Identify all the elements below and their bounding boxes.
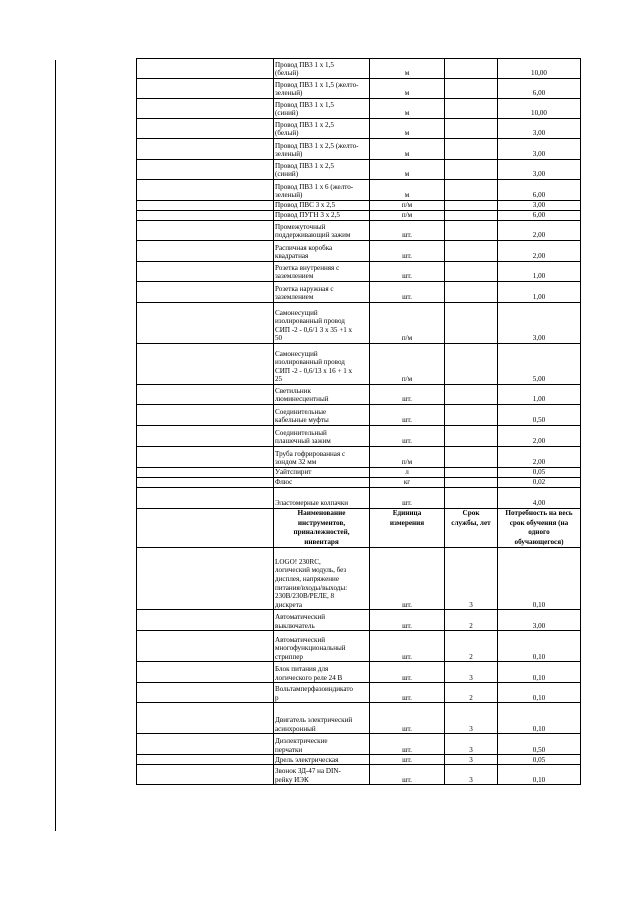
item-unit: п/м (370, 344, 445, 385)
item-unit: шт. (370, 221, 445, 241)
blank-cell (137, 548, 274, 610)
item-name: Диэлектрические перчатки (274, 734, 370, 755)
table-header-row (137, 509, 581, 548)
table-row (137, 478, 581, 488)
item-quantity: 1,00 (498, 385, 581, 405)
item-service-years: 3 (445, 662, 498, 683)
tools-section (137, 548, 581, 785)
table-row (137, 241, 581, 262)
table-row (137, 734, 581, 755)
item-name: Светильник люминесцентный (274, 385, 370, 405)
materials-section (137, 59, 581, 509)
item-name: Труба гофрированная с зондом 32 мм (274, 447, 370, 468)
item-service-years (445, 211, 498, 221)
item-service-years (445, 180, 498, 201)
table-row (137, 447, 581, 468)
item-quantity: 2,00 (498, 241, 581, 262)
header-name: Наименование инструментов, приналежностей, инвентаря (274, 509, 370, 548)
item-unit: шт. (370, 282, 445, 303)
item-unit: м (370, 119, 445, 139)
blank-cell (137, 734, 274, 755)
item-unit: шт. (370, 765, 445, 785)
item-unit: шт. (370, 610, 445, 631)
blank-cell (137, 344, 274, 385)
table-row (137, 59, 581, 79)
blank-cell (137, 631, 274, 662)
blank-cell (137, 241, 274, 262)
item-unit: л (370, 468, 445, 478)
item-quantity: 3,00 (498, 119, 581, 139)
item-unit: шт. (370, 385, 445, 405)
item-name: Звонок ЗД-47 на DIN- рейку ИЭК (274, 765, 370, 785)
table-row (137, 160, 581, 180)
blank-cell (137, 59, 274, 79)
item-service-years (445, 303, 498, 344)
item-service-years (445, 119, 498, 139)
item-name: Розетка внутренняя с заземлением (274, 262, 370, 282)
table-row (137, 79, 581, 99)
table-row (137, 262, 581, 282)
item-service-years (445, 221, 498, 241)
item-name: Эластомерные колпачки (274, 488, 370, 509)
blank-cell (137, 405, 274, 426)
item-unit: шт. (370, 426, 445, 447)
item-name: Дрель электрическая (274, 755, 370, 765)
item-unit: п/м (370, 303, 445, 344)
blank-cell (137, 201, 274, 211)
blank-cell (137, 683, 274, 703)
item-quantity: 3,00 (498, 303, 581, 344)
item-unit: шт. (370, 405, 445, 426)
item-name: Провод ПВ3 1 х 2,5 (желто- зеленый) (274, 139, 370, 160)
blank-cell (137, 139, 274, 160)
item-unit: м (370, 180, 445, 201)
requirements-table (136, 58, 581, 785)
item-quantity: 6,00 (498, 211, 581, 221)
item-unit: м (370, 139, 445, 160)
item-quantity: 0,10 (498, 703, 581, 734)
item-quantity: 0,05 (498, 755, 581, 765)
item-name: Провод ПВ3 1 х 2,5 (белый) (274, 119, 370, 139)
blank-cell (137, 765, 274, 785)
table-row (137, 211, 581, 221)
blank-cell (137, 703, 274, 734)
table-row (137, 180, 581, 201)
item-unit: м (370, 99, 445, 119)
item-quantity: 5,00 (498, 344, 581, 385)
header-unit: Единица измерения (370, 509, 445, 548)
item-service-years: 2 (445, 610, 498, 631)
blank-cell (137, 468, 274, 478)
item-service-years (445, 447, 498, 468)
item-unit: шт. (370, 548, 445, 610)
item-quantity: 0,02 (498, 478, 581, 488)
item-service-years: 2 (445, 631, 498, 662)
item-name: Вольтамперфазоиндикато р (274, 683, 370, 703)
item-quantity: 3,00 (498, 201, 581, 211)
item-service-years (445, 201, 498, 211)
item-service-years (445, 59, 498, 79)
table-row (137, 548, 581, 610)
item-service-years: 3 (445, 734, 498, 755)
item-service-years (445, 160, 498, 180)
item-name: Самонесущий изолированный провод СИП -2 - 0,6/13 х 16 + 1 х 25 (274, 344, 370, 385)
item-service-years (445, 282, 498, 303)
blank-cell (137, 119, 274, 139)
item-quantity: 3,00 (498, 139, 581, 160)
blank-cell (137, 211, 274, 221)
table-row (137, 468, 581, 478)
item-unit: шт. (370, 703, 445, 734)
header-qty: Потребность на весь срок обучения (на одного обучающегося) (498, 509, 581, 548)
blank-cell (137, 662, 274, 683)
blank-cell (137, 488, 274, 509)
item-unit: п/м (370, 201, 445, 211)
item-name: Провод ПВС 3 х 2,5 (274, 201, 370, 211)
item-service-years (445, 426, 498, 447)
margin-rule (55, 60, 56, 831)
item-service-years (445, 344, 498, 385)
blank-cell (137, 79, 274, 99)
item-service-years (445, 478, 498, 488)
item-quantity: 0,50 (498, 405, 581, 426)
table-row (137, 662, 581, 683)
item-name: LOGO! 230RC, логический модуль, без дисплея, напряжение питания/входы/выходы: 230В/230В/РЕЛЕ, 8 дискрета (274, 548, 370, 610)
table-row (137, 303, 581, 344)
item-quantity: 0,10 (498, 765, 581, 785)
table-row (137, 344, 581, 385)
item-quantity: 2,00 (498, 447, 581, 468)
item-unit: м (370, 160, 445, 180)
item-service-years: 2 (445, 683, 498, 703)
item-quantity: 0,50 (498, 734, 581, 755)
item-name: Розетка наружная с заземлением (274, 282, 370, 303)
item-unit: шт. (370, 262, 445, 282)
header-blank-cell (137, 509, 274, 548)
blank-cell (137, 303, 274, 344)
blank-cell (137, 478, 274, 488)
item-quantity: 0,10 (498, 683, 581, 703)
blank-cell (137, 180, 274, 201)
item-quantity: 1,00 (498, 282, 581, 303)
item-unit: шт. (370, 755, 445, 765)
blank-cell (137, 447, 274, 468)
blank-cell (137, 221, 274, 241)
item-name: Блок питания для логического реле 24 В (274, 662, 370, 683)
item-service-years (445, 468, 498, 478)
blank-cell (137, 160, 274, 180)
item-service-years (445, 79, 498, 99)
table-row (137, 282, 581, 303)
item-quantity: 10,00 (498, 59, 581, 79)
table-row (137, 426, 581, 447)
item-service-years (445, 385, 498, 405)
table-row (137, 703, 581, 734)
item-service-years: 3 (445, 765, 498, 785)
blank-cell (137, 610, 274, 631)
item-unit: п/м (370, 211, 445, 221)
item-unit: шт. (370, 734, 445, 755)
item-service-years (445, 488, 498, 509)
table-row (137, 683, 581, 703)
item-unit: шт. (370, 241, 445, 262)
item-name: Соединительные кабельные муфты (274, 405, 370, 426)
item-service-years (445, 405, 498, 426)
item-unit: шт. (370, 683, 445, 703)
item-quantity: 0,10 (498, 631, 581, 662)
tools-header-section (137, 509, 581, 548)
blank-cell (137, 385, 274, 405)
item-unit: п/м (370, 447, 445, 468)
item-quantity: 4,00 (498, 488, 581, 509)
item-quantity: 1,00 (498, 262, 581, 282)
item-name: Провод ПВ3 1 х 1,5 (желто- зеленый) (274, 79, 370, 99)
item-quantity: 3,00 (498, 160, 581, 180)
table-row (137, 99, 581, 119)
header-years: Срок службы, лет (445, 509, 498, 548)
table-row (137, 139, 581, 160)
item-unit: м (370, 59, 445, 79)
item-name: Провод ПВ3 1 х 6 (желто- зеленый) (274, 180, 370, 201)
item-service-years: 3 (445, 755, 498, 765)
item-unit: м (370, 79, 445, 99)
item-name: Самонесущий изолированный провод СИП -2 - 0,6/1 3 х 35 +1 х 50 (274, 303, 370, 344)
table-row (137, 201, 581, 211)
table-row (137, 385, 581, 405)
item-unit: шт. (370, 488, 445, 509)
item-name: Распичная коробка квадратная (274, 241, 370, 262)
item-service-years: 3 (445, 703, 498, 734)
item-quantity: 2,00 (498, 426, 581, 447)
item-service-years (445, 139, 498, 160)
item-quantity: 10,00 (498, 99, 581, 119)
item-unit: шт. (370, 662, 445, 683)
item-name: Флюс (274, 478, 370, 488)
item-service-years (445, 262, 498, 282)
item-name: Соединительный плашечный зажим (274, 426, 370, 447)
item-quantity: 0,10 (498, 548, 581, 610)
table-row (137, 610, 581, 631)
item-unit: кг (370, 478, 445, 488)
item-name: Двигатель электрический асинхронный (274, 703, 370, 734)
blank-cell (137, 262, 274, 282)
item-quantity: 6,00 (498, 79, 581, 99)
item-name: Провод ПВ3 1 х 1,5 (синий) (274, 99, 370, 119)
item-name: Провод ПВ3 1 х 2,5 (синий) (274, 160, 370, 180)
item-name: Уайтспирит (274, 468, 370, 478)
item-name: Автоматический многофункциональный стриппер (274, 631, 370, 662)
item-unit: шт. (370, 631, 445, 662)
table-row (137, 631, 581, 662)
item-name: Промежуточный поддерживающий зажим (274, 221, 370, 241)
table-row (137, 119, 581, 139)
table-row (137, 765, 581, 785)
table-row (137, 755, 581, 765)
blank-cell (137, 282, 274, 303)
item-quantity: 0,05 (498, 468, 581, 478)
item-name: Провод ПВ3 1 х 1,5 (белый) (274, 59, 370, 79)
table-row (137, 405, 581, 426)
item-name: Автоматический выключатель (274, 610, 370, 631)
item-service-years (445, 99, 498, 119)
item-service-years: 3 (445, 548, 498, 610)
item-quantity: 2,00 (498, 221, 581, 241)
item-quantity: 3,00 (498, 610, 581, 631)
item-service-years (445, 241, 498, 262)
blank-cell (137, 426, 274, 447)
blank-cell (137, 755, 274, 765)
item-quantity: 6,00 (498, 180, 581, 201)
item-name: Провод ПУГН 3 х 2,5 (274, 211, 370, 221)
table-row (137, 221, 581, 241)
item-quantity: 0,10 (498, 662, 581, 683)
blank-cell (137, 99, 274, 119)
table-row (137, 488, 581, 509)
